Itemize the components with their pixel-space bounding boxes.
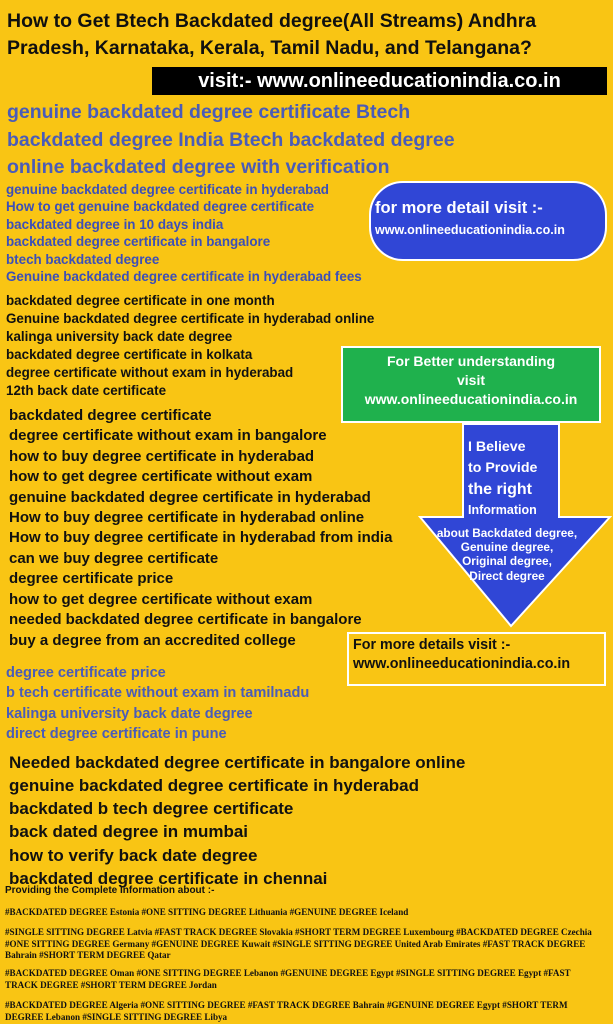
keyword-line: how to get degree certificate without exam bbox=[9, 468, 313, 485]
visit-banner[interactable]: visit:- www.onlineeducationindia.co.in bbox=[152, 67, 607, 95]
keyword-line: how to get degree certificate without exam bbox=[9, 591, 313, 608]
keyword-line: needed backdated degree certificate in bangalore bbox=[9, 611, 362, 628]
keyword-line: backdated degree certificate in bangalore bbox=[6, 234, 271, 249]
keyword-line: 12th back date certificate bbox=[6, 383, 167, 398]
keyword-line: backdated b tech degree certificate bbox=[9, 799, 294, 818]
keyword-line: Genuine backdated degree certificate in hyderabad online bbox=[6, 311, 375, 326]
keyword-line: backdated degree certificate in chennai bbox=[9, 869, 328, 888]
details-url[interactable]: www.onlineeducationindia.co.in bbox=[353, 656, 571, 672]
keyword-line: How to buy degree certificate in hyderabad from india bbox=[9, 529, 393, 546]
details-line1: For more details visit :- bbox=[353, 637, 511, 653]
keyword-line: how to verify back date degree bbox=[9, 846, 258, 865]
big-blue-line: online backdated degree with verification bbox=[7, 156, 390, 178]
footer-paragraph: #SINGLE SITTING DEGREE Latvia #FAST TRACK DEGREE Slovakia #SHORT TERM DEGREE Luxembourg #BACKDATED DEGREE Czechia #ONE SITTING DEGREE Germany #GENUINE DEGREE Kuwait #SINGLE SITTING DEGREE United Arab Emirates #FAST TRACK DEGREE Bahrain #SHORT TERM DEGREE Qatar bbox=[5, 927, 592, 960]
footer-paragraph: #BACKDATED DEGREE Estonia #ONE SITTING DEGREE Lithuania #GENUINE DEGREE Iceland bbox=[5, 907, 409, 917]
page-title: How to Get Btech Backdated degree(All Streams) Andhra Pradesh, Karnataka, Kerala, Tamil Nadu, and Telangana? bbox=[7, 10, 537, 59]
arrow-line: Direct degree bbox=[469, 568, 545, 583]
arrow-text-bottom bbox=[424, 526, 590, 583]
keyword-line: how to buy degree certificate in hyderabad bbox=[9, 448, 315, 465]
keyword-line: genuine backdated degree certificate in hyderabad bbox=[6, 182, 329, 197]
keyword-line: genuine backdated degree certificate in hyderabad bbox=[9, 489, 371, 506]
footer-heading: Providing the Complete Information about :- bbox=[5, 885, 215, 896]
understanding-box[interactable] bbox=[341, 346, 601, 423]
footer-paragraph: #BACKDATED DEGREE Algeria #ONE SITTING DEGREE #FAST TRACK DEGREE Bahrain #GENUINE DEGREE Egypt #SHORT TERM DEGREE Lebanon #SINGLE SITTING DEGREE Libya bbox=[5, 1000, 568, 1022]
keyword-line: backdated degree in 10 days india bbox=[6, 217, 224, 232]
keyword-line: genuine backdated degree certificate in hyderabad bbox=[9, 776, 420, 795]
keyword-line: backdated degree certificate bbox=[9, 407, 212, 424]
keyword-line: degree certificate without exam in bangalore bbox=[9, 427, 327, 444]
keyword-line: back dated degree in mumbai bbox=[9, 822, 249, 841]
keyword-line: Needed backdated degree certificate in bangalore online bbox=[9, 753, 466, 772]
keyword-line: backdated degree certificate in kolkata bbox=[6, 347, 253, 362]
keyword-line: How to buy degree certificate in hyderabad online bbox=[9, 509, 365, 526]
green-box-line1: For Better understanding bbox=[386, 353, 555, 369]
footer-paragraph: #BACKDATED DEGREE Oman #ONE SITTING DEGREE Lebanon #GENUINE DEGREE Egypt #SINGLE SITTING DEGREE Egypt #FAST TRACK DEGREE #SHORT TERM DEGREE Jordan bbox=[5, 968, 571, 990]
arrow-line: Original degree, bbox=[462, 554, 552, 569]
green-box-url[interactable]: www.onlineeducationindia.co.in bbox=[364, 391, 578, 407]
keyword-line: degree certificate price bbox=[9, 570, 174, 587]
green-box-line2: visit bbox=[456, 372, 485, 388]
keyword-line: kalinga university back date degree bbox=[6, 329, 233, 344]
keyword-line: buy a degree from an accredited college bbox=[9, 632, 296, 649]
keyword-line: backdated degree certificate in one month bbox=[6, 293, 275, 308]
keyword-line: btech backdated degree bbox=[6, 252, 160, 267]
arrow-line: Genuine degree, bbox=[460, 540, 554, 555]
arrow-line: Information bbox=[468, 503, 537, 517]
keyword-line: Genuine backdated degree certificate in hyderabad fees bbox=[6, 269, 362, 284]
arrow-line: to Provide bbox=[468, 460, 538, 476]
oval-url[interactable]: www.onlineeducationindia.co.in bbox=[375, 223, 565, 237]
keyword-line: degree certificate price bbox=[6, 665, 166, 681]
keyword-line: direct degree certificate in pune bbox=[6, 726, 227, 742]
big-blue-line: backdated degree India Btech backdated degree bbox=[7, 129, 455, 151]
oval-line1: for more detail visit :- bbox=[375, 199, 543, 217]
arrow-line: about Backdated degree, bbox=[436, 526, 578, 540]
arrow-text-top bbox=[468, 437, 537, 521]
arrow-line: I Believe bbox=[468, 439, 526, 455]
keyword-line: How to get genuine backdated degree certificate bbox=[6, 199, 315, 214]
details-visit-box[interactable] bbox=[347, 632, 606, 686]
keyword-line: b tech certificate without exam in tamilnadu bbox=[6, 685, 310, 701]
arrow-line: the right bbox=[468, 481, 532, 498]
keyword-line: degree certificate without exam in hyderabad bbox=[6, 365, 294, 380]
keyword-line: can we buy degree certificate bbox=[9, 550, 219, 567]
keyword-line: kalinga university back date degree bbox=[6, 706, 253, 722]
detail-visit-oval[interactable] bbox=[369, 181, 607, 261]
big-blue-line: genuine backdated degree certificate Btech bbox=[7, 101, 411, 123]
